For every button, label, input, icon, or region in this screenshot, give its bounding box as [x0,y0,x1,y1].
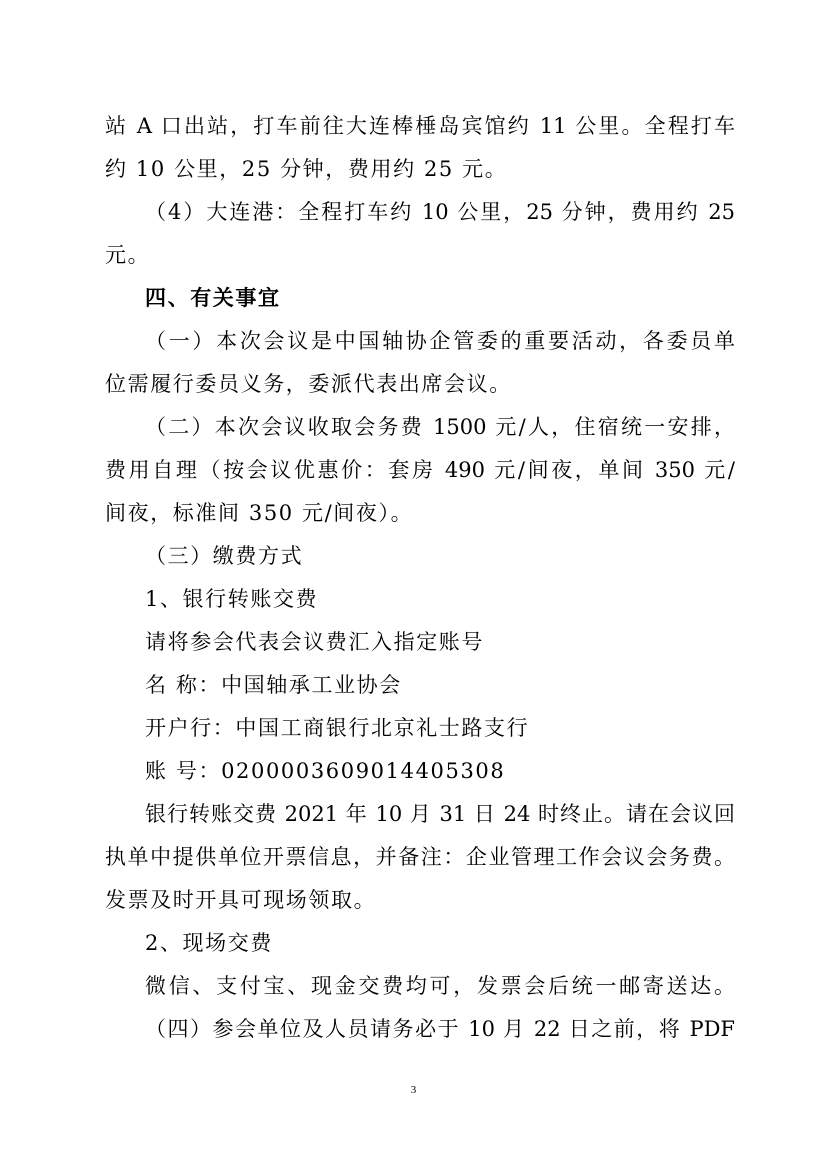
text-line-14: 名 称：中国轴承工业协会 [145,673,402,697]
text-line-12: 1、银行转账交费 [145,587,319,611]
text-line-19: 发票及时开具可现场领取。 [105,888,377,912]
text-line-17: 银行转账交费 2021 年 10 月 31 日 24 时终止。请在会议回 [145,802,735,826]
text-line-11: （三）缴费方式 [145,544,304,568]
text-line-15: 开户行：中国工商银行北京礼士路支行 [145,716,530,740]
text-line-7: 位需履行委员义务，委派代表出席会议。 [105,372,512,396]
text-line-3: （4）大连港：全程打车约 10 公里，25 分钟，费用约 25 [145,200,735,224]
page-number: 3 [410,1084,417,1096]
text-line-21: 微信、支付宝、现金交费均可，发票会后统一邮寄送达。 [145,974,735,998]
text-line-18: 执单中提供单位开票信息，并备注：企业管理工作会议会务费。 [105,845,735,869]
section-heading: 四、有关事宜 [145,286,281,310]
text-line-2: 约 10 公里，25 分钟，费用约 25 元。 [105,157,508,181]
text-line-9: 费用自理（按会议优惠价：套房 490 元/间夜，单间 350 元/ [105,458,735,482]
text-line-1: 站 A 口出站，打车前往大连棒棰岛宾馆约 11 公里。全程打车 [105,114,735,138]
text-line-4: 元。 [105,243,151,267]
text-line-22: （四）参会单位及人员请务必于 10 月 22 日之前，将 PDF [145,1017,735,1041]
text-line-13: 请将参会代表会议费汇入指定账号 [145,630,484,654]
text-line-10: 间夜，标准间 350 元/间夜）。 [105,501,414,525]
text-line-8: （二）本次会议收取会务费 1500 元/人，住宿统一安排， [145,415,735,439]
text-line-20: 2、现场交费 [145,931,273,955]
text-line-16: 账 号：0200003609014405308 [145,759,506,783]
text-line-6: （一）本次会议是中国轴协企管委的重要活动，各委员单 [145,329,735,353]
